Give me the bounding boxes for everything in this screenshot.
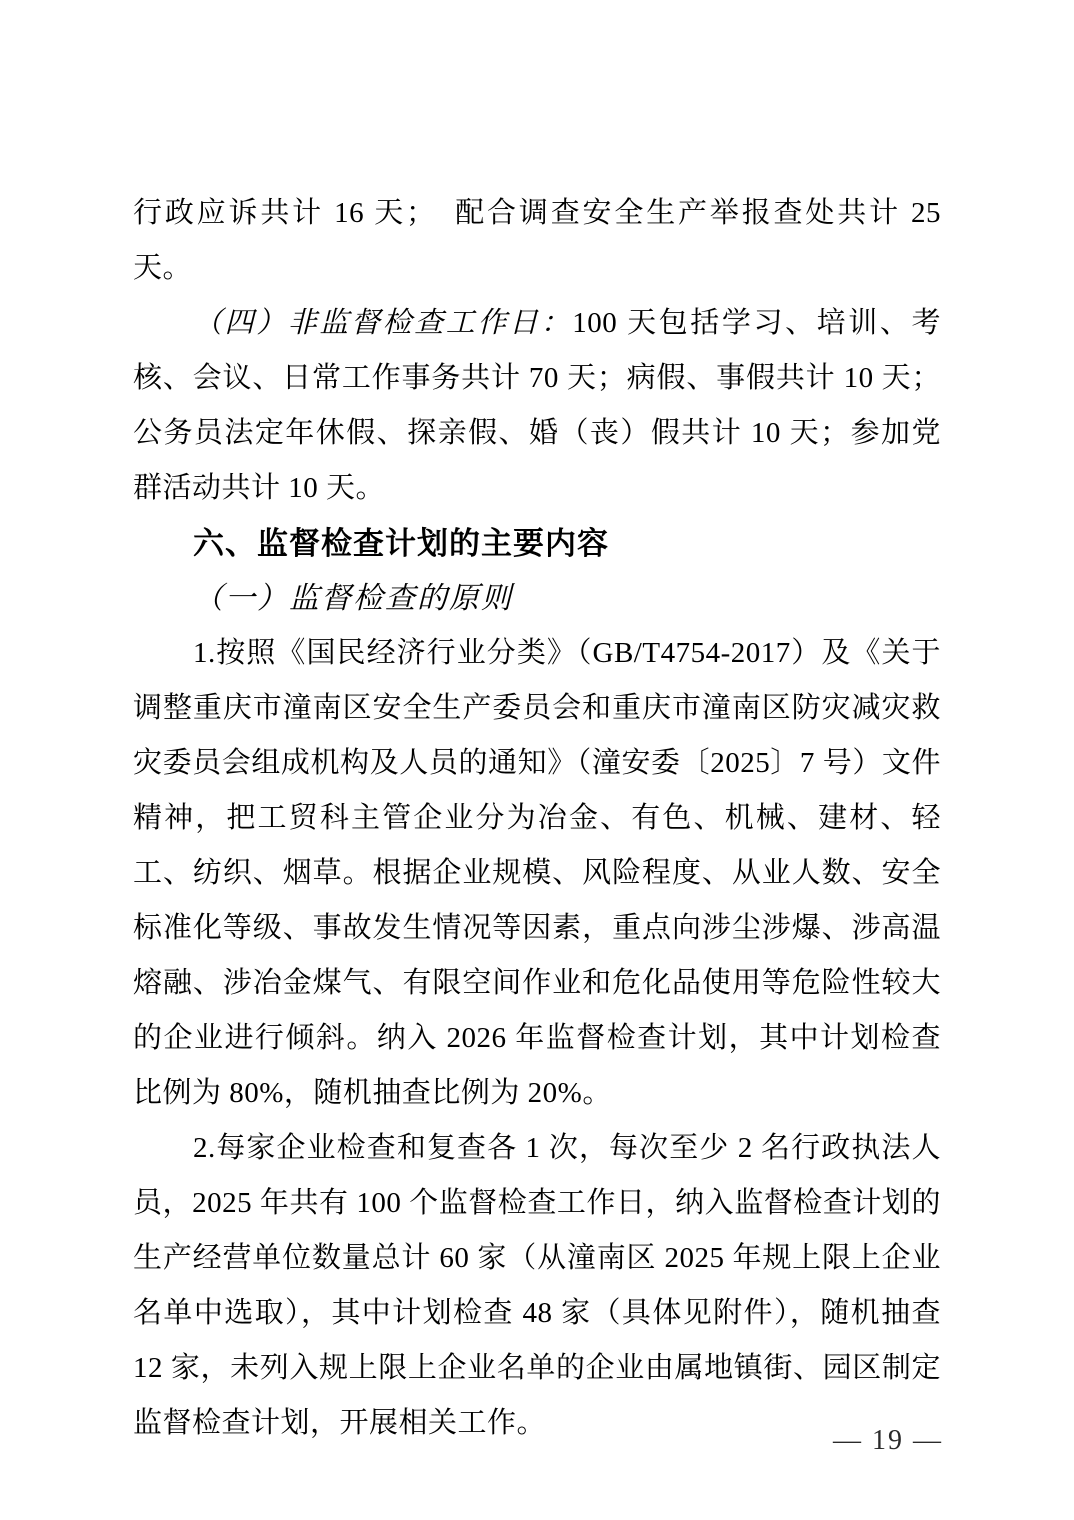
paragraph-item4-text: 100 天包括学习、培训、考核、会议、日常工作事务共计 70 天；病假、事假共计 10 天；公务员法定年休假、探亲假、婚（丧）假共计 10 天；参加党群活动共计 10 天。 <box>133 307 941 504</box>
paragraph-continuation: 行政应诉共计 16 天； 配合调查安全生产举报查处共计 25 天。 <box>133 197 941 284</box>
paragraph-1: 1.按照《国民经济行业分类》（GB/T4754-2017）及《关于调整重庆市潼南区安全生产委员会和重庆市潼南区防灾减灾救灾委员会组成机构及人员的通知》（潼安委〔2025〕7 号）文件精神，把工贸科主管企业分为冶金、有色、机械、建材、轻工、纺织、烟草。根据企业规模、风险程度、从业人数、安全标准化等级、事故发生情况等因素，重点向涉尘涉爆、涉高温熔融、涉冶金煤气、有限空间作业和危化品使用等危险性较大的企业进行倾斜。纳入 2026 年监督检查计划，其中计划检查比例为 80%，随机抽查比例为 20%。 <box>133 637 941 1109</box>
paragraph-item4-label: （四）非监督检查工作日： <box>193 307 573 339</box>
paragraph-item4 <box>133 296 941 516</box>
subsection-heading: （一）监督检查的原则 <box>193 582 513 615</box>
page-number: — 19 — <box>833 1425 943 1456</box>
paragraph-2: 2.每家企业检查和复查各 1 次，每次至少 2 名行政执法人员，2025 年共有 100 个监督检查工作日，纳入监督检查计划的生产经营单位数量总计 60 家（从潼南区 2025 年规上限上企业名单中选取），其中计划检查 48 家（具体见附件），随机抽查 12 家，未列入规上限上企业名单的企业由属地镇街、园区制定监督检查计划，开展相关工作。 <box>133 1132 941 1439</box>
page-footer <box>833 1425 943 1457</box>
document-body <box>133 186 941 1451</box>
section-heading: 六、监督检查计划的主要内容 <box>193 526 609 561</box>
